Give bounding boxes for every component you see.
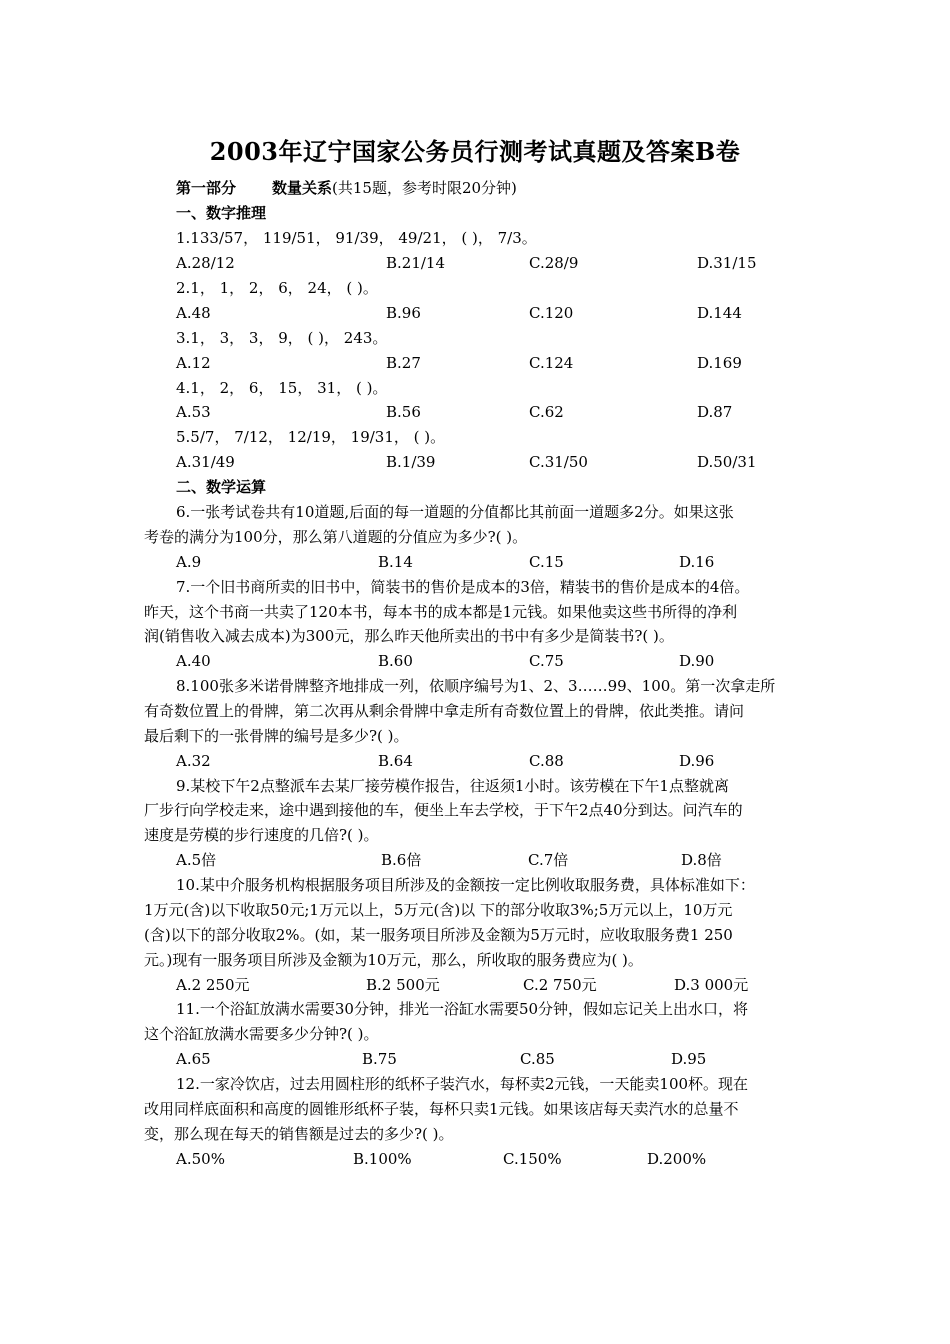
option-a: A.31/49 xyxy=(176,453,235,471)
question-text: 润(销售收入减去成本)为300元，那么昨天他所卖出的书中有多少是简装书?( )。 xyxy=(144,627,674,645)
option-b: B.100% xyxy=(353,1150,412,1168)
option-d: D.3 000元 xyxy=(674,976,749,994)
section-heading: 一、数字推理 xyxy=(176,204,267,222)
option-a: A.2 250元 xyxy=(176,976,250,994)
option-d: D.95 xyxy=(671,1050,707,1068)
document-title: 2003年辽宁国家公务员行测考试真题及答案B卷 xyxy=(209,137,741,166)
option-c: C.31/50 xyxy=(529,453,588,471)
option-b: B.56 xyxy=(386,403,421,421)
option-a: A.65 xyxy=(176,1050,211,1068)
option-b: B.27 xyxy=(386,354,421,372)
option-b: B.14 xyxy=(378,553,413,571)
question-text: 最后剩下的一张骨牌的编号是多少?( )。 xyxy=(144,727,409,745)
question-text: 12.一家冷饮店，过去用圆柱形的纸杯子装汽水，每杯卖2元钱，一天能卖100杯。现在 xyxy=(176,1075,749,1093)
option-d: D.200% xyxy=(647,1150,707,1168)
question-text: 有奇数位置上的骨牌，第二次再从剩余骨牌中拿走所有奇数位置上的骨牌，依此类推。请问 xyxy=(144,702,745,720)
option-b: B.6倍 xyxy=(381,851,422,869)
question-text: 5.5/7， 7/12， 12/19， 19/31， ( )。 xyxy=(176,428,446,446)
option-d: D.8倍 xyxy=(681,851,722,869)
option-b: B.1/39 xyxy=(386,453,436,471)
option-c: C.62 xyxy=(529,403,564,421)
question-text: 1.133/57， 119/51， 91/39， 49/21， ( )， 7/3。 xyxy=(176,229,537,247)
question-text: 这个浴缸放满水需要多少分钟?( )。 xyxy=(144,1025,379,1043)
option-c: C.15 xyxy=(529,553,564,571)
section-heading: 二、数学运算 xyxy=(176,478,267,496)
question-text: 厂步行向学校走来，途中遇到接他的车，便坐上车去学校，于下午2点40分到达。问汽车的 xyxy=(144,801,743,819)
option-c: C.150% xyxy=(503,1150,562,1168)
question-text: 考卷的满分为100分，那么第八道题的分值应为多少?( )。 xyxy=(144,528,528,546)
option-a: A.5倍 xyxy=(176,851,217,869)
option-d: D.169 xyxy=(697,354,742,372)
option-c: C.124 xyxy=(529,354,574,372)
question-text: 4.1， 2， 6， 15， 31， ( )。 xyxy=(176,379,388,397)
question-text: 11.一个浴缸放满水需要30分钟，排光一浴缸水需要50分钟，假如忘记关上出水口，将 xyxy=(176,1000,749,1018)
question-text: 9.某校下午2点整派车去某厂接劳模作报告，往返须1小时。该劳模在下午1点整就离 xyxy=(176,777,729,795)
question-text: (含)以下的部分收取2%。(如，某一服务项目所涉及金额为5万元时，应收取服务费1 250 xyxy=(144,926,733,944)
option-d: D.96 xyxy=(679,752,715,770)
option-d: D.90 xyxy=(679,652,715,670)
question-text: 速度是劳模的步行速度的几倍?( )。 xyxy=(144,826,379,844)
question-text: 10.某中介服务机构根据服务项目所涉及的金额按一定比例收取服务费，具体标准如下： xyxy=(176,876,755,894)
option-d: D.50/31 xyxy=(697,453,757,471)
option-a: A.32 xyxy=(176,752,211,770)
option-c: C.85 xyxy=(520,1050,555,1068)
question-text: 元。)现有一服务项目所涉及金额为10万元，那么，所收取的服务费应为( )。 xyxy=(144,951,643,969)
option-a: A.48 xyxy=(176,304,211,322)
question-text: 6.一张考试卷共有10道题,后面的每一道题的分值都比其前面一道题多2分。如果这张 xyxy=(176,503,734,521)
option-b: B.2 500元 xyxy=(366,976,440,994)
option-c: C.2 750元 xyxy=(523,976,597,994)
question-text: 7.一个旧书商所卖的旧书中，简装书的售价是成本的3倍，精装书的售价是成本的4倍。 xyxy=(176,578,750,596)
option-a: A.50% xyxy=(176,1150,225,1168)
option-a: A.40 xyxy=(176,652,211,670)
question-text: 变，那么现在每天的销售额是过去的多少?( )。 xyxy=(144,1125,454,1143)
option-d: D.16 xyxy=(679,553,715,571)
option-c: C.28/9 xyxy=(529,254,579,272)
option-d: D.144 xyxy=(697,304,742,322)
option-a: A.53 xyxy=(176,403,211,421)
option-b: B.96 xyxy=(386,304,421,322)
option-c: C.120 xyxy=(529,304,574,322)
part-note: (共15题，参考时限20分钟) xyxy=(332,179,517,197)
option-d: D.31/15 xyxy=(697,254,757,272)
question-text: 1万元(含)以下收取50元;1万元以上，5万元(含)以 下的部分收取3%;5万元以上，10万元 xyxy=(144,901,733,919)
option-c: C.88 xyxy=(529,752,564,770)
option-c: C.75 xyxy=(529,652,564,670)
part-name: 数量关系 xyxy=(272,179,333,197)
part-heading xyxy=(176,178,517,198)
question-text: 3.1， 3， 3， 9， ( )， 243。 xyxy=(176,329,388,347)
option-a: A.9 xyxy=(176,553,202,571)
question-text: 昨天，这个书商一共卖了120本书，每本书的成本都是1元钱。如果他卖这些书所得的净利 xyxy=(144,603,738,621)
option-c: C.7倍 xyxy=(528,851,569,869)
option-b: B.60 xyxy=(378,652,413,670)
option-a: A.12 xyxy=(176,354,211,372)
option-a: A.28/12 xyxy=(176,254,235,272)
option-b: B.21/14 xyxy=(386,254,446,272)
option-b: B.75 xyxy=(362,1050,397,1068)
question-text: 改用同样底面积和高度的圆锥形纸杯子装，每杯只卖1元钱。如果该店每天卖汽水的总量不 xyxy=(144,1100,739,1118)
option-d: D.87 xyxy=(697,403,733,421)
part-label: 第一部分 xyxy=(176,179,237,197)
option-b: B.64 xyxy=(378,752,413,770)
question-text: 2.1， 1， 2， 6， 24， ( )。 xyxy=(176,279,378,297)
question-text: 8.100张多米诺骨牌整齐地排成一列，依顺序编号为1、2、3……99、100。第一次拿走所 xyxy=(176,677,776,695)
